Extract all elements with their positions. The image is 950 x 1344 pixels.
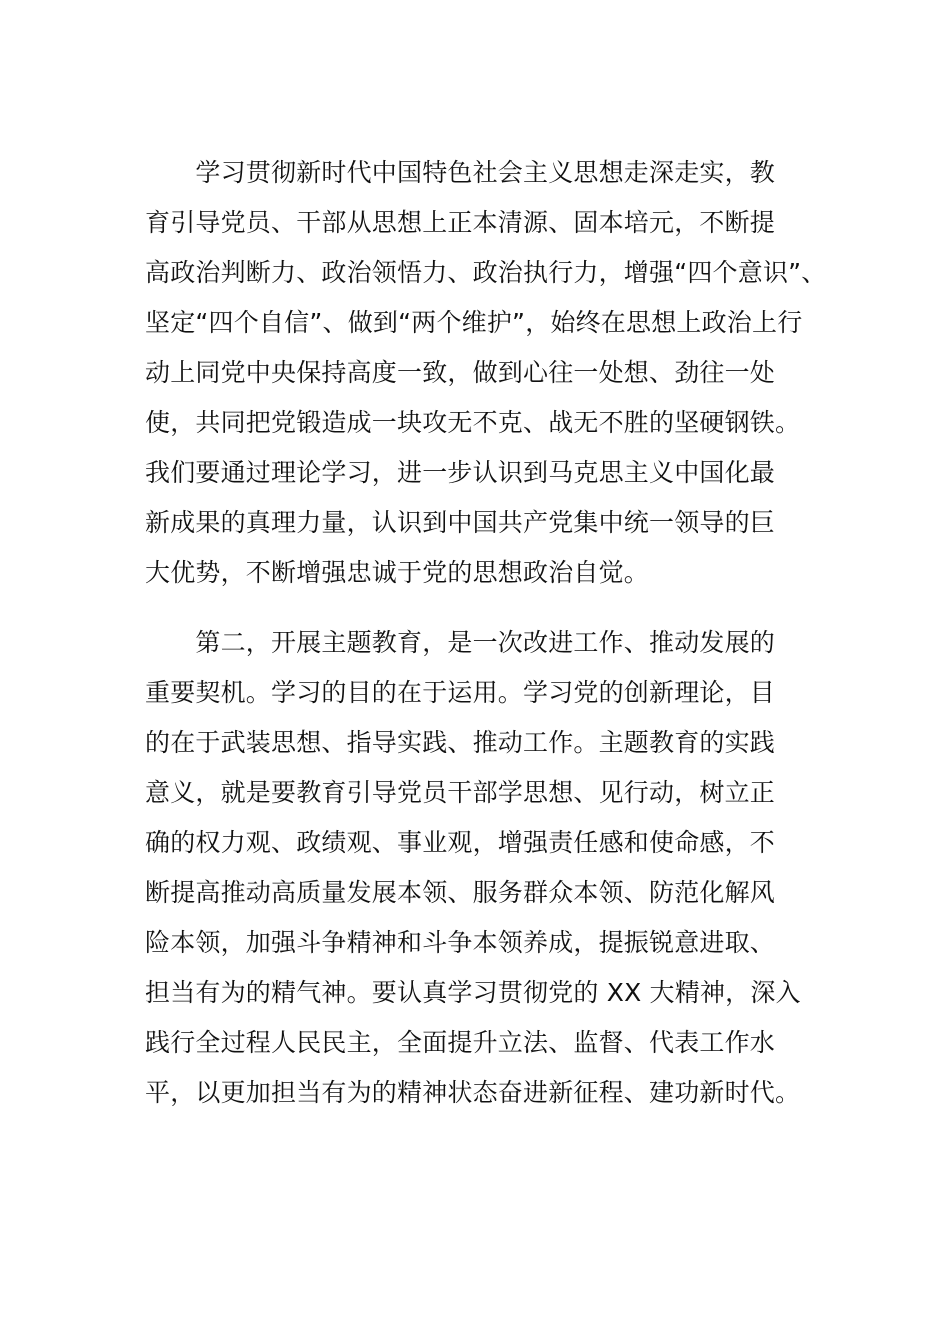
paragraph-1 [145, 148, 835, 598]
text-line: 平，以更加担当有为的精神状态奋进新征程、建功新时代。 [145, 1078, 801, 1107]
text-line: 动上同党中央保持高度一致，做到心往一处想、劲往一处 [145, 358, 776, 387]
text-line: 践行全过程人民民主，全面提升立法、监督、代表工作水 [145, 1028, 776, 1057]
text-line: 使，共同把党锻造成一块攻无不克、战无不胜的坚硬钢铁。 [145, 408, 801, 437]
text-line: 第二，开展主题教育，是一次改进工作、推动发展的 [145, 628, 776, 657]
text-line: 育引导党员、干部从思想上正本清源、固本培元，不断提 [145, 208, 776, 237]
text-line: 担当有为的精气神。要认真学习贯彻党的 XX 大精神，深入 [145, 978, 801, 1007]
text-line: 我们要通过理论学习，进一步认识到马克思主义中国化最 [145, 458, 776, 487]
text-line: 的在于武装思想、指导实践、推动工作。主题教育的实践 [145, 728, 776, 757]
text-line: 大优势，不断增强忠诚于党的思想政治自觉。 [145, 558, 650, 587]
text-line: 坚定“四个自信”、做到“两个维护”，始终在思想上政治上行 [145, 308, 803, 337]
paragraph-2 [145, 618, 835, 1118]
text-line: 确的权力观、政绩观、事业观，增强责任感和使命感，不 [145, 828, 776, 857]
text-line: 学习贯彻新时代中国特色社会主义思想走深走实，教 [145, 158, 776, 187]
text-line: 新成果的真理力量，认识到中国共产党集中统一领导的巨 [145, 508, 776, 537]
text-line: 高政治判断力、政治领悟力、政治执行力，增强“四个意识”、 [145, 258, 827, 287]
text-line: 重要契机。学习的目的在于运用。学习党的创新理论，目 [145, 678, 776, 707]
text-line: 断提高推动高质量发展本领、服务群众本领、防范化解风 [145, 878, 776, 907]
text-line: 险本领，加强斗争精神和斗争本领养成，提振锐意进取、 [145, 928, 776, 957]
text-line: 意义，就是要教育引导党员干部学思想、见行动，树立正 [145, 778, 776, 807]
